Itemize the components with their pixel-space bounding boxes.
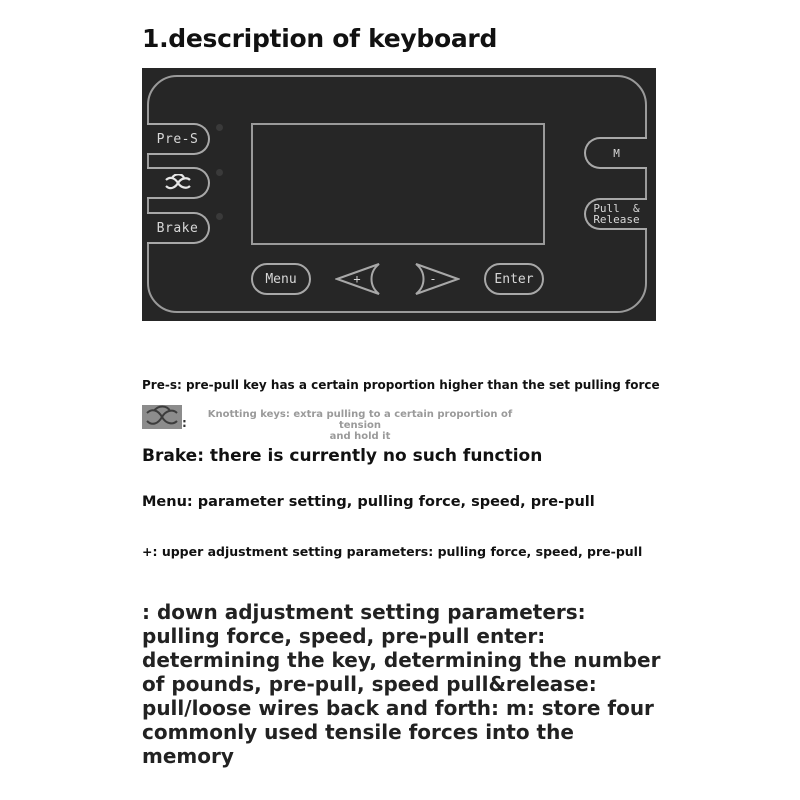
display-screen bbox=[251, 123, 545, 245]
page-title: 1.description of keyboard bbox=[142, 24, 498, 53]
knot-colon: : bbox=[182, 416, 187, 430]
brake-key[interactable] bbox=[147, 212, 210, 244]
m-key[interactable] bbox=[584, 137, 647, 169]
pre-s-key[interactable] bbox=[147, 123, 210, 155]
right-arrow-minus-icon bbox=[416, 264, 458, 294]
enter-key[interactable] bbox=[484, 263, 544, 295]
pull-release-key[interactable] bbox=[584, 198, 647, 230]
pull-release-label-line1: Pull & bbox=[593, 202, 640, 215]
brake-led bbox=[216, 213, 223, 220]
m-key-label: M bbox=[613, 146, 620, 160]
knot-description bbox=[196, 409, 524, 442]
enter-key-label: Enter bbox=[494, 271, 534, 287]
keyboard-panel bbox=[142, 68, 656, 321]
pre-s-key-label: Pre-S bbox=[156, 131, 199, 147]
menu-key[interactable] bbox=[251, 263, 311, 295]
plus-key-label: + bbox=[353, 272, 361, 286]
plus-key[interactable] bbox=[335, 262, 381, 296]
knot-description-line2: and hold it bbox=[329, 431, 391, 442]
knot-icon bbox=[142, 405, 182, 429]
brake-description: Brake: there is currently no such function bbox=[142, 446, 543, 466]
knot-key[interactable] bbox=[147, 167, 210, 199]
pre-s-description: Pre-s: pre-pull key has a certain proportion higher than the set pulling force bbox=[142, 378, 660, 392]
minus-key-label: - bbox=[429, 272, 437, 286]
knot-thumbnail bbox=[142, 405, 182, 429]
minus-key[interactable] bbox=[414, 262, 460, 296]
knot-description-line1: Knotting keys: extra pulling to a certain proportion of tension bbox=[207, 409, 513, 431]
brake-key-label: Brake bbox=[156, 220, 199, 236]
pre-s-led bbox=[216, 124, 223, 131]
knot-icon bbox=[163, 174, 193, 192]
plus-description: +: upper adjustment setting parameters: pulling force, speed, pre-pull bbox=[142, 544, 643, 559]
menu-description: Menu: parameter setting, pulling force, speed, pre-pull bbox=[142, 494, 595, 510]
pull-release-label-line2: Release bbox=[593, 213, 640, 226]
remaining-description: : down adjustment setting parameters: pulling force, speed, pre-pull enter: determining the key, determining the number of pounds, pre-pull, speed pull&release: pull/loose wires back and forth: m: store four commonly used tensile forces into the memory bbox=[142, 600, 661, 768]
menu-key-label: Menu bbox=[265, 271, 297, 287]
knot-led bbox=[216, 169, 223, 176]
